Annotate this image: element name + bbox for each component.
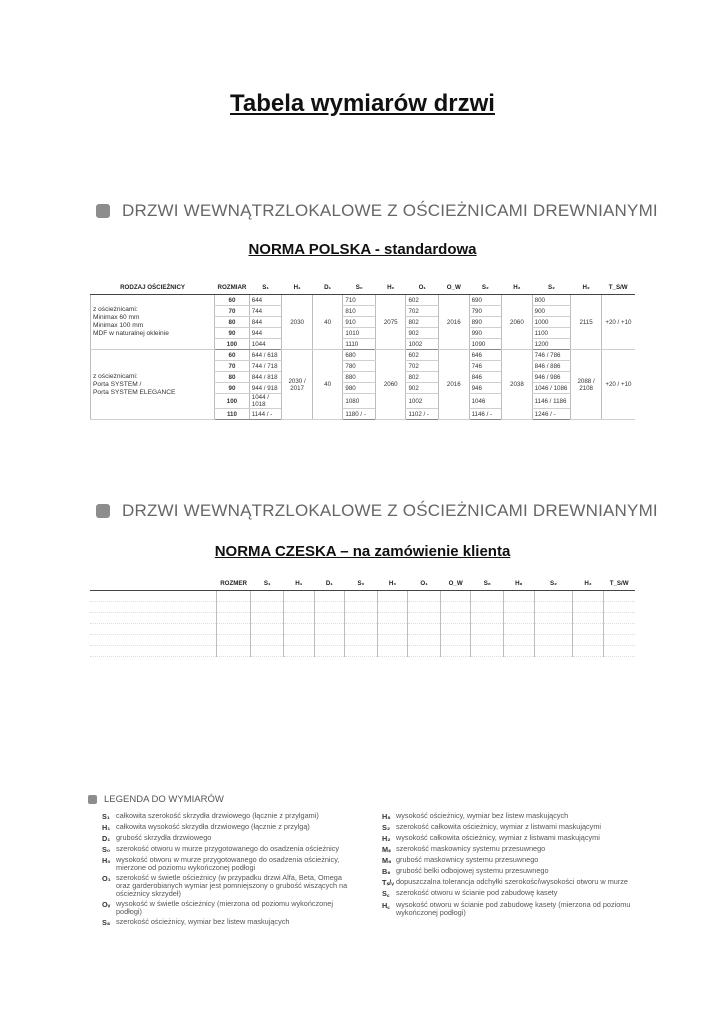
s8-cell: 790: [469, 306, 502, 317]
table-cell: [603, 602, 635, 613]
column-header: S₂: [469, 280, 502, 295]
column-header: D₁: [314, 576, 345, 591]
table-cell: [251, 602, 284, 613]
legend-left-column: [102, 812, 352, 929]
s2-cell: 846 / 886: [532, 361, 571, 372]
table-cell: [471, 613, 504, 624]
column-header: O_W: [439, 280, 470, 295]
frame-type-line: Porta SYSTEM /: [93, 380, 142, 388]
legend-description: wysokość otworu w ścianie pod zabudowę kasety (mierzona od poziomu wykończonej podłogi): [396, 900, 631, 917]
table-cell: [573, 591, 604, 602]
legend-item: [382, 901, 642, 917]
table-cell: [251, 635, 284, 646]
table-cell: [504, 613, 535, 624]
section-subtitle-1: NORMA POLSKA - standardowa: [248, 241, 477, 258]
table-cell: [534, 624, 573, 635]
tsw-cell: +20 / +10: [601, 295, 635, 350]
bullet-square-icon: [96, 204, 110, 218]
legend-item: [102, 823, 352, 832]
table-cell: [504, 591, 535, 602]
frame-type-line: z ościeżnicami:: [93, 306, 138, 313]
h2-cell: 2088 / 2108: [571, 350, 602, 420]
page-title: Tabela wymiarów drzwi: [230, 90, 495, 117]
table-cell: [216, 624, 251, 635]
table-cell: [603, 613, 635, 624]
legend-symbol: H꜀: [382, 901, 390, 910]
o1-cell: 1002: [406, 394, 439, 409]
table-cell: [90, 613, 216, 624]
s2-cell: 746 / 786: [532, 350, 571, 361]
table-row: [91, 295, 636, 306]
column-header: H₁: [284, 576, 315, 591]
table-cell: [440, 602, 471, 613]
s1-cell: 1044 / 1018: [249, 394, 282, 409]
table-cell: [534, 591, 573, 602]
o1-cell: 1002: [406, 339, 439, 350]
s8-cell: 746: [469, 361, 502, 372]
s2-cell: 800: [532, 295, 571, 306]
section-heading-text: DRZWI WEWNĄTRZLOKALOWE Z OŚCIEŻNICAMI DREWNIANYMI: [122, 501, 658, 520]
s8-cell: 1046: [469, 394, 502, 409]
table-cell: [216, 591, 251, 602]
s0-cell: 680: [343, 350, 376, 361]
table-cell: [408, 646, 441, 657]
legend-symbol: S₂: [382, 823, 391, 832]
table-cell: [251, 613, 284, 624]
s1-cell: 1144 / -: [249, 409, 282, 420]
table-cell: [440, 646, 471, 657]
table-cell: [534, 602, 573, 613]
legend-item: [102, 918, 352, 927]
table-header-row: [91, 280, 636, 295]
frame-type-cell: [91, 295, 215, 350]
section-heading-2: [96, 500, 658, 522]
table-cell: [471, 602, 504, 613]
legend-right-column: [382, 812, 642, 919]
section-subtitle-2: NORMA CZESKA – na zamówienie klienta: [214, 543, 511, 560]
table-cell: [471, 591, 504, 602]
table-cell: [216, 602, 251, 613]
column-header: H₀: [375, 280, 406, 295]
table-cell: [284, 646, 315, 657]
dimension-table-cz: [90, 576, 635, 657]
s1-cell: 644: [249, 295, 282, 306]
s0-cell: 1110: [343, 339, 376, 350]
legend-description: wysokość ościeżnicy, wymiar bez listew maskujących: [396, 811, 569, 820]
s8-cell: 646: [469, 350, 502, 361]
size-cell: 60: [215, 295, 250, 306]
table-cell: [440, 624, 471, 635]
legend-symbol: H₀: [102, 856, 111, 865]
o1-cell: 802: [406, 317, 439, 328]
table-cell: [534, 646, 573, 657]
legend-item: [102, 856, 352, 872]
table-cell: [603, 646, 635, 657]
column-header: ROZMIAR: [215, 280, 250, 295]
table-row: [90, 646, 635, 657]
s0-cell: 1180 / -: [343, 409, 376, 420]
s0-cell: 810: [343, 306, 376, 317]
o1-cell: 902: [406, 383, 439, 394]
legend-description: szerokość ościeżnicy, wymiar bez listew maskujących: [116, 917, 290, 926]
table-cell: [345, 635, 378, 646]
s1-cell: 644 / 618: [249, 350, 282, 361]
h1-cell: 2030 / 2017: [282, 350, 313, 420]
s8-cell: 846: [469, 372, 502, 383]
table-cell: [251, 624, 284, 635]
size-cell: 80: [215, 372, 250, 383]
legend-symbol: S₈: [102, 918, 111, 927]
table-cell: [314, 591, 345, 602]
legend-description: grubość belki odbojowej systemu przesuwnego: [396, 866, 549, 875]
table-cell: [377, 635, 408, 646]
table-cell: [345, 602, 378, 613]
column-header: S₂: [532, 280, 571, 295]
s2-cell: 900: [532, 306, 571, 317]
h1-cell: 2030: [282, 295, 313, 350]
s8-cell: 1146 / -: [469, 409, 502, 420]
legend-symbol: O₁: [102, 874, 111, 883]
legend-item: [102, 812, 352, 821]
column-header: RODZAJ OŚCIEŻNICY: [91, 280, 215, 295]
section-heading-1: [96, 200, 658, 222]
table-cell: [314, 646, 345, 657]
o1-cell: 902: [406, 328, 439, 339]
legend-item: [102, 834, 352, 843]
table-cell: [377, 613, 408, 624]
o1-cell: 602: [406, 350, 439, 361]
size-cell: 100: [215, 394, 250, 409]
legend-symbol: S₀: [102, 845, 111, 854]
column-header: H₂: [573, 576, 604, 591]
size-cell: 90: [215, 328, 250, 339]
column-header: T_S/W: [603, 576, 635, 591]
table-cell: [534, 635, 573, 646]
size-cell: 60: [215, 350, 250, 361]
s8-cell: 946: [469, 383, 502, 394]
column-header: H₁: [282, 280, 313, 295]
table-row: [91, 350, 636, 361]
size-cell: 110: [215, 409, 250, 420]
legend-item: [382, 834, 642, 843]
table-cell: [603, 635, 635, 646]
legend-description: wysokość całkowita ościeżnicy, wymiar z listwami maskującymi: [396, 833, 600, 842]
s8-cell: 890: [469, 317, 502, 328]
table-cell: [216, 635, 251, 646]
table-cell: [314, 635, 345, 646]
table-header-row: [90, 576, 635, 591]
dimension-table-pl: [90, 280, 635, 420]
table-cell: [284, 624, 315, 635]
column-header: T_S/W: [601, 280, 635, 295]
s2-cell: 1246 / -: [532, 409, 571, 420]
table-cell: [377, 602, 408, 613]
section-heading-text: DRZWI WEWNĄTRZLOKALOWE Z OŚCIEŻNICAMI DREWNIANYMI: [122, 201, 658, 220]
h0-cell: 2075: [375, 295, 406, 350]
s1-cell: 844 / 818: [249, 372, 282, 383]
legend-description: grubość maskownicy systemu przesuwnego: [396, 855, 539, 864]
legend-item: [102, 845, 352, 854]
legend-symbol: H₈: [382, 812, 391, 821]
legend-symbol: B₆: [382, 867, 391, 876]
legend-item: [102, 900, 352, 916]
size-cell: 80: [215, 317, 250, 328]
s2-cell: 946 / 986: [532, 372, 571, 383]
frame-type-cell: [91, 350, 215, 420]
table-cell: [90, 624, 216, 635]
column-header: H₀: [377, 576, 408, 591]
ow-cell: 2016: [439, 350, 470, 420]
table-cell: [251, 591, 284, 602]
table-cell: [408, 591, 441, 602]
s2-cell: 1100: [532, 328, 571, 339]
table-cell: [603, 624, 635, 635]
legend-description: szerokość całkowita ościeżnicy, wymiar z listwami maskującymi: [396, 822, 602, 831]
table-row: [90, 602, 635, 613]
h8-cell: 2038: [502, 350, 533, 420]
legend-heading-text: LEGENDA DO WYMIARÓW: [104, 794, 224, 805]
table-cell: [408, 613, 441, 624]
bullet-square-icon: [96, 504, 110, 518]
s0-cell: 710: [343, 295, 376, 306]
h2-cell: 2115: [571, 295, 602, 350]
table-cell: [440, 635, 471, 646]
table-cell: [573, 602, 604, 613]
column-header: H₈: [504, 576, 535, 591]
s8-cell: 1090: [469, 339, 502, 350]
table-cell: [90, 591, 216, 602]
table-cell: [603, 591, 635, 602]
table-cell: [534, 613, 573, 624]
table-row: [90, 613, 635, 624]
legend-symbol: M₆: [382, 856, 392, 865]
legend-item: [382, 889, 642, 899]
o1-cell: 702: [406, 306, 439, 317]
table-cell: [471, 624, 504, 635]
table-cell: [284, 591, 315, 602]
legend-description: całkowita szerokość skrzydła drzwiowego (łącznie z przylgami): [116, 811, 319, 820]
s1-cell: 744 / 718: [249, 361, 282, 372]
table-cell: [284, 602, 315, 613]
table-cell: [345, 624, 378, 635]
column-header: S₀: [343, 280, 376, 295]
table-cell: [471, 635, 504, 646]
bullet-square-icon: [88, 795, 97, 804]
legend-item: [382, 823, 642, 832]
table-cell: [504, 624, 535, 635]
legend-symbol: D₁: [102, 834, 111, 843]
s2-cell: 1000: [532, 317, 571, 328]
table-cell: [573, 635, 604, 646]
s2-cell: 1146 / 1186: [532, 394, 571, 409]
table-cell: [345, 646, 378, 657]
legend-symbol: H₁: [102, 823, 111, 832]
legend-description: wysokość otworu w murze przygotowanego do osadzenia ościeżnicy, mierzone od poziomu wykończonej podłogi: [116, 855, 340, 872]
frame-type-line: Minimax 100 mm: [93, 322, 144, 329]
table-cell: [440, 613, 471, 624]
legend-item: [382, 845, 642, 854]
s1-cell: 944: [249, 328, 282, 339]
column-header: S₀: [345, 576, 378, 591]
column-header: ROZMER: [216, 576, 251, 591]
table-row: [90, 635, 635, 646]
legend-item: [102, 874, 352, 898]
column-header: S₁: [251, 576, 284, 591]
s1-cell: 744: [249, 306, 282, 317]
table-cell: [345, 591, 378, 602]
column-header: S₂: [534, 576, 573, 591]
s1-cell: 944 / 918: [249, 383, 282, 394]
column-header: S₈: [471, 576, 504, 591]
ow-cell: 2016: [439, 295, 470, 350]
table-cell: [573, 646, 604, 657]
table-cell: [504, 635, 535, 646]
table-cell: [440, 591, 471, 602]
size-cell: 90: [215, 383, 250, 394]
table-cell: [471, 646, 504, 657]
d1-cell: 40: [312, 350, 343, 420]
table-cell: [377, 591, 408, 602]
table-cell: [408, 635, 441, 646]
column-header: H₂: [502, 280, 533, 295]
legend-description: całkowita wysokość skrzydła drzwiowego (łącznie z przylgą): [116, 822, 310, 831]
s0-cell: 780: [343, 361, 376, 372]
table-cell: [377, 624, 408, 635]
table-cell: [504, 646, 535, 657]
frame-type-line: z ościeżnicami:: [93, 372, 138, 380]
s0-cell: 1080: [343, 394, 376, 409]
table-cell: [284, 613, 315, 624]
s1-cell: 1044: [249, 339, 282, 350]
table-cell: [377, 646, 408, 657]
s0-cell: 880: [343, 372, 376, 383]
legend-item: [382, 856, 642, 865]
table-row: [90, 591, 635, 602]
legend-description: grubość skrzydła drzwiowego: [116, 833, 212, 842]
table-cell: [345, 613, 378, 624]
table-cell: [90, 602, 216, 613]
o1-cell: 1102 / -: [406, 409, 439, 420]
legend-description: dopuszczalna tolerancja odchyłki szerokości\wysokości otworu w murze: [396, 877, 628, 886]
legend-item: [382, 867, 642, 876]
size-cell: 100: [215, 339, 250, 350]
table-cell: [573, 613, 604, 624]
tsw-cell: +20 / +10: [601, 350, 635, 420]
table-cell: [284, 635, 315, 646]
table-cell: [408, 624, 441, 635]
table-cell: [216, 613, 251, 624]
legend-symbol: S₁: [102, 812, 110, 821]
table-cell: [251, 646, 284, 657]
table-cell: [90, 635, 216, 646]
o1-cell: 602: [406, 295, 439, 306]
size-cell: 70: [215, 306, 250, 317]
column-header: H₂: [571, 280, 602, 295]
frame-type-line: MDF w naturalnej okleinie: [93, 330, 169, 337]
s8-cell: 990: [469, 328, 502, 339]
column-header: O₁: [406, 280, 439, 295]
legend-item: [382, 812, 642, 821]
table-cell: [314, 613, 345, 624]
legend-description: szerokość maskownicy systemu przesuwnego: [396, 844, 546, 853]
s2-cell: 1200: [532, 339, 571, 350]
legend-symbol: S꜀: [382, 889, 390, 898]
table-cell: [573, 624, 604, 635]
table-cell: [408, 602, 441, 613]
s8-cell: 690: [469, 295, 502, 306]
column-header: D₁: [312, 280, 343, 295]
legend-description: szerokość otworu w murze przygotowanego do osadzenia ościeżnicy: [116, 844, 340, 853]
legend-description: szerokość w świetle ościeżnicy (w przypadku drzwi Alfa, Beta, Omega oraz garderobianych wymiar jest pomniejszony o grubość wiszących na ościeżnicy skrzydeł): [116, 873, 348, 898]
table-cell: [216, 646, 251, 657]
h0-cell: 2060: [375, 350, 406, 420]
column-header: [90, 576, 216, 591]
frame-type-line: Porta SYSTEM ELEGANCE: [93, 388, 176, 396]
table-cell: [504, 602, 535, 613]
legend-symbol: Tₛ/ᵥ: [382, 878, 394, 887]
table-cell: [314, 602, 345, 613]
h8-cell: 2060: [502, 295, 533, 350]
legend-symbol: Oᵥ: [102, 900, 111, 909]
o1-cell: 802: [406, 372, 439, 383]
legend-heading: [88, 794, 224, 805]
size-cell: 70: [215, 361, 250, 372]
s2-cell: 1046 / 1086: [532, 383, 571, 394]
d1-cell: 40: [312, 295, 343, 350]
frame-type-line: Minimax 60 mm: [93, 314, 140, 321]
legend-symbol: H₂: [382, 834, 391, 843]
table-cell: [314, 624, 345, 635]
column-header: O₁: [408, 576, 441, 591]
table-cell: [90, 646, 216, 657]
s0-cell: 910: [343, 317, 376, 328]
column-header: O_W: [440, 576, 471, 591]
legend-item: [382, 878, 642, 887]
legend-description: wysokość w świetle ościeżnicy (mierzona od poziomu wykończonej podłogi): [116, 899, 333, 916]
table-row: [90, 624, 635, 635]
s0-cell: 980: [343, 383, 376, 394]
s1-cell: 844: [249, 317, 282, 328]
legend-symbol: Mₛ: [382, 845, 391, 854]
s0-cell: 1010: [343, 328, 376, 339]
legend-description: szerokość otworu w ścianie pod zabudowę kasety: [396, 888, 558, 897]
o1-cell: 702: [406, 361, 439, 372]
column-header: S₁: [249, 280, 282, 295]
